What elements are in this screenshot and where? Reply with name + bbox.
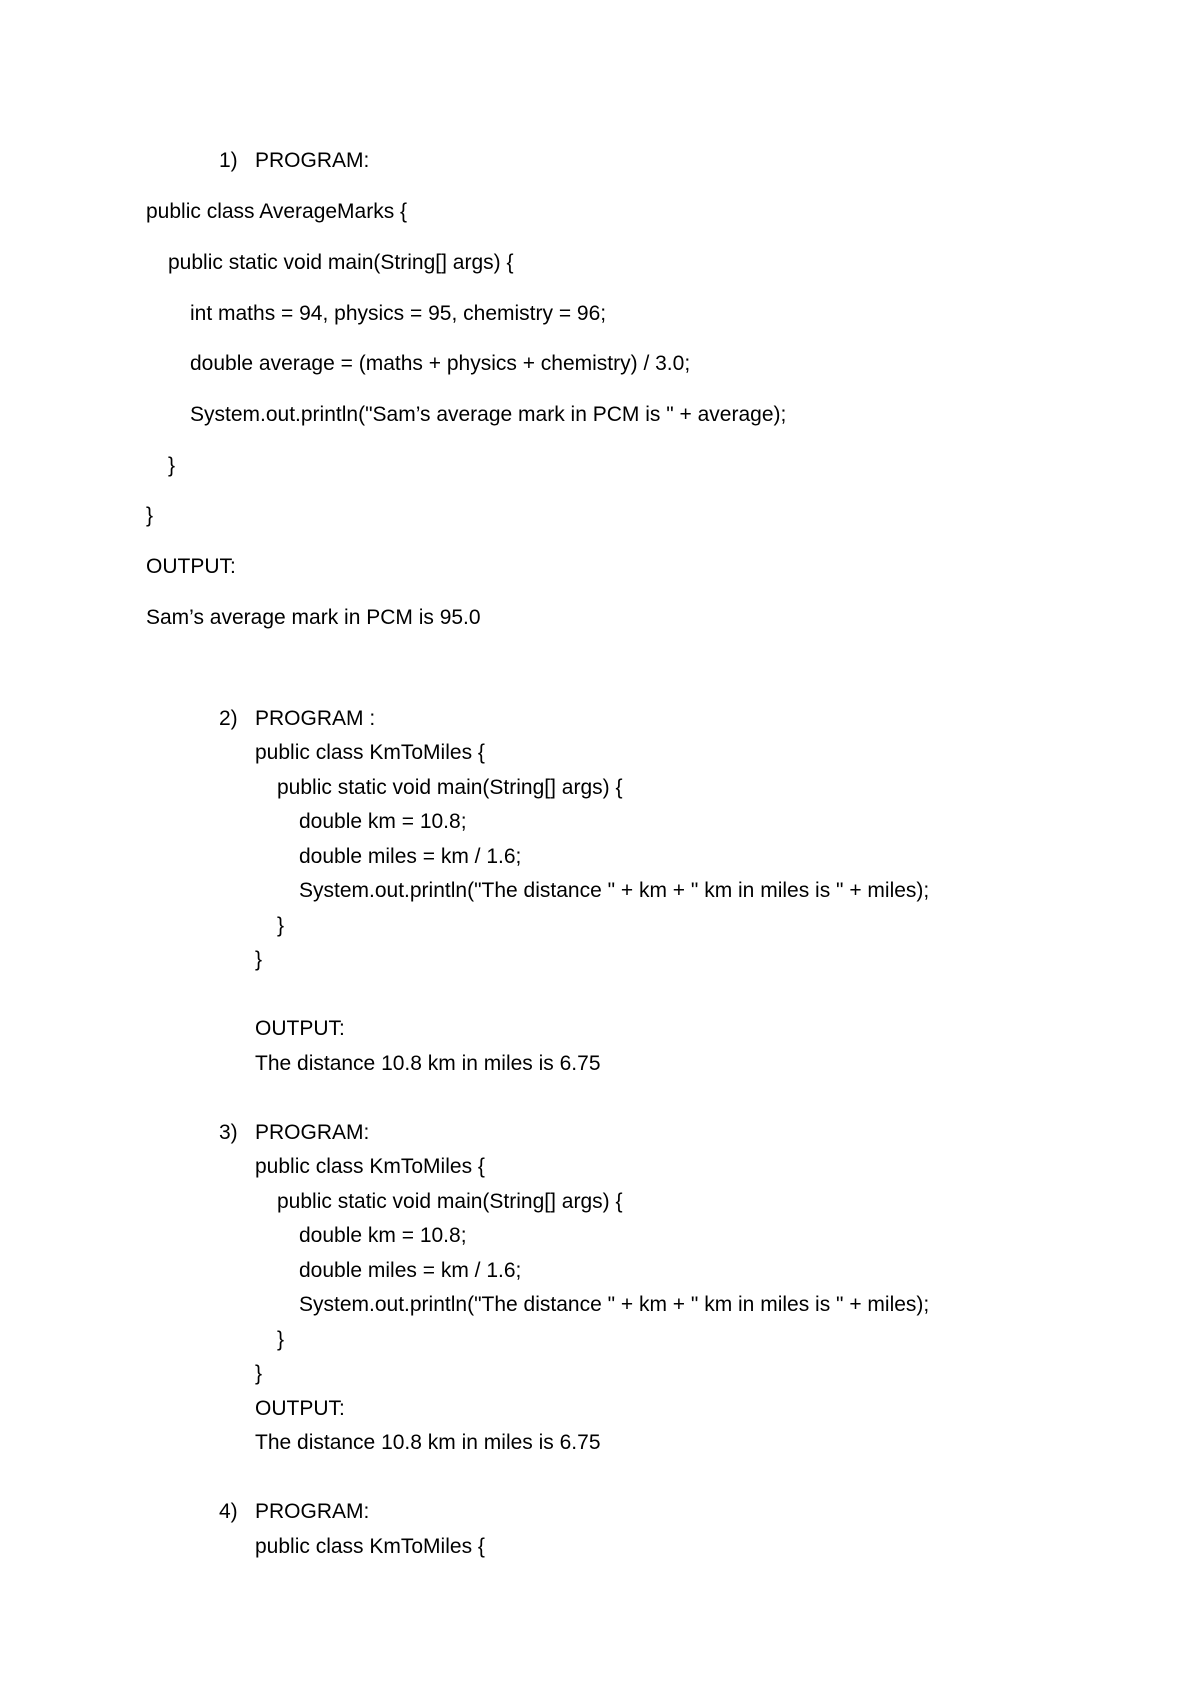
- section-2-code-line-1: public class KmToMiles {: [255, 741, 485, 764]
- section-3-output-text: The distance 10.8 km in miles is 6.75: [255, 1431, 601, 1454]
- section-1-code-line-3: int maths = 94, physics = 95, chemistry = 96;: [190, 302, 607, 325]
- section-2-code-line-5: System.out.println("The distance " + km + " km in miles is " + miles);: [299, 879, 930, 902]
- section-3-code-line-5: System.out.println("The distance " + km + " km in miles is " + miles);: [299, 1293, 930, 1316]
- section-3-code-line-7: }: [255, 1362, 263, 1385]
- section-1-code-line-6: }: [168, 454, 176, 477]
- section-2-code-line-2: public static void main(String[] args) {: [277, 776, 623, 799]
- section-2-heading: PROGRAM :: [255, 707, 376, 730]
- section-4-heading: PROGRAM:: [255, 1500, 370, 1523]
- section-3-code-line-4: double miles = km / 1.6;: [299, 1259, 522, 1282]
- section-1-code-line-1: public class AverageMarks {: [146, 200, 408, 223]
- section-1-code-line-5: System.out.println("Sam’s average mark in PCM is " + average);: [190, 403, 787, 426]
- section-1-number: 1): [219, 149, 238, 172]
- section-1-code-line-2: public static void main(String[] args) {: [168, 251, 514, 274]
- section-3-heading: PROGRAM:: [255, 1121, 370, 1144]
- section-2-code-line-3: double km = 10.8;: [299, 810, 467, 833]
- section-2-code-line-4: double miles = km / 1.6;: [299, 845, 522, 868]
- section-2-code-line-6: }: [277, 914, 285, 937]
- section-1-code-line-4: double average = (maths + physics + chemistry) / 3.0;: [190, 352, 691, 375]
- section-1-output-label: OUTPUT:: [146, 555, 236, 578]
- section-3-code-line-2: public static void main(String[] args) {: [277, 1190, 623, 1213]
- section-2-number: 2): [219, 707, 238, 730]
- section-4-number: 4): [219, 1500, 238, 1523]
- section-3-code-line-6: }: [277, 1328, 285, 1351]
- section-2-code-line-7: }: [255, 948, 263, 971]
- section-3-code-line-3: double km = 10.8;: [299, 1224, 467, 1247]
- section-1-output-text: Sam’s average mark in PCM is 95.0: [146, 606, 481, 629]
- section-4-code-line-1: public class KmToMiles {: [255, 1535, 485, 1558]
- section-2-output-label: OUTPUT:: [255, 1017, 345, 1040]
- section-2-output-text: The distance 10.8 km in miles is 6.75: [255, 1052, 601, 1075]
- section-3-output-label: OUTPUT:: [255, 1397, 345, 1420]
- section-3-number: 3): [219, 1121, 238, 1144]
- section-1-heading: PROGRAM:: [255, 149, 370, 172]
- section-3-code-line-1: public class KmToMiles {: [255, 1155, 485, 1178]
- section-1-code-line-7: }: [146, 504, 154, 527]
